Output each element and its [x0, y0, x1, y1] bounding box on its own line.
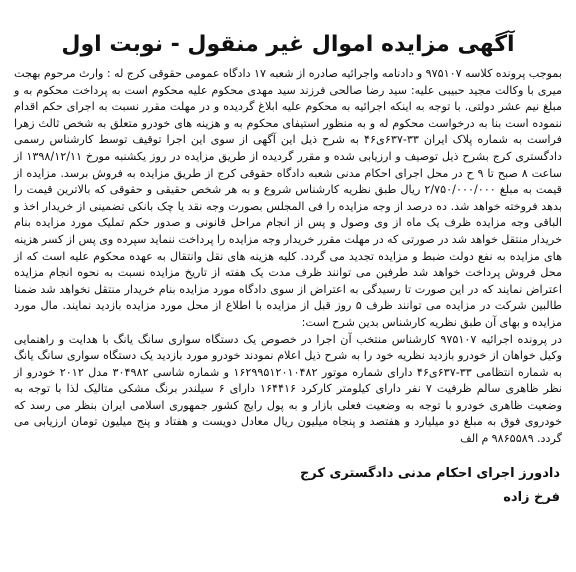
notice-paragraph-1: بموجب پرونده کلاسه ۹۷۵۱۰۷ و دادنامه واجرائیه صادره از شعبه ۱۷ دادگاه عمومی حقوقی کرج له : وارث مرحوم بهجت میری با وکالت مجید حبیبی علیه: سید رضا صالحی فرزند سید مهدی محکوم علیه محکوم است به پرداخت محکوم به و مبلغ نیم عشر دولتی. با توجه به اینکه اجرائیه به محکوم علیه ابلاغ گردیده و در مهلت مقرر نسبت به اجرای حکم اقدام ننموده است بنا به درخواست محکوم له و به منظور استیفای محکوم به و هزینه های خودرو متعلق به شخص ثالث زهرا فراست به شماره پلاک ایران ۳۳-۶۳۷ی۴۶ به شرح ذیل این آگهی از سوی این اجرا توقیف توسط کارشناس رسمی دادگستری کرج بشرح ذیل توصیف و ارزیابی شده و مقرر گردیده از طریق مزایده در روز یکشنبه مورخ ۱۳۹۸/۱۲/۱۱ از ساعت ۸ صبح تا ۹ ح در محل اجرای احکام مدنی شعبه دادگاه حقوقی کرج از طریق مزایده به فروش برسد. مزایده از قیمت به مبلغ ۲/۷۵۰/۰۰۰/۰۰۰ ریال طبق نظریه کارشناس شروع و به هر شخص حقیقی و حقوقی که بالاترین قیمت را بدهد فروخته خواهد شد. ده درصد از وجه مزایده را فی المجلس بصورت وجه نقد یا چک بانکی تضمینی از خریدار اخذ و الباقی وجه مزایده ظرف یک ماه از وی وصول و پس از انجام مراحل قانونی و صدور حکم تملیک مورد مزایده بنام خریدار منتقل خواهد شد در صورتی که در مهلت مقرر خریدار وجه مزایده را پرداخت ننماید سپرده وی پس از کسر هزینه های مزایده به نفع دولت ضبط و مزایده تجدید می گردد. کلیه هزینه های نقل وانتقال به عهده محکوم علیه است که از محل فروش پرداخت خواهد شد طرفین می توانند ظرف مدت یک هفته از تاریخ مزایده نسبت به نحوه انجام مزایده اعتراض نمایند که در این صورت تا رسیدگی به اعتراض از سوی دادگاه مورد مزایده بنام خریدار منتقل نخواهد شد ضمنا طالبین شرکت در مزایده می توانند ظرف ۵ روز قبل از مزایده با اطلاع از محل مورد مزایده بازدید نمایند. مال مورد مزایده و بهای آن طبق نظریه کارشناس بدین شرح است:	[14, 67, 563, 329]
notice-paragraph-2: در پرونده اجرائیه ۹۷۵۱۰۷ کارشناس منتخب آن اجرا در خصوص یک دستگاه سواری سانگ یانگ با هدایت و راهنمایی وکیل خواهان از خودرو بازدید نظریه خود را به شرح ذیل اعلام نمودند خودرو مورد بازدید یک دستگاه سواری سانگ یانگ به شماره انتظامی ۳۳-۶۳۷ی۴۶ دارای شماره موتور ۱۶۲۹۹۵۱۲۰۱۰۴۸۲ و شماره شاسی ۳۰۴۹۸۲ مدل ۲۰۱۲ خودرو از نظر ظاهری سالم ظرفیت ۷ نفر دارای کیلومتر کارکرد ۱۶۴۴۱۶ دارای ۶ سیلندر برنگ مشکی متالیک لذا با توجه به وضعیت ظاهری خودرو با توجه به وضعیت فعلی بازار و به پول رایج کشور جمهوری اسلامی ایران بنظر می رسد که خودروی فوق به مبلغ دو میلیارد و هفتصد و پنجاه میلیون ریال معادل دویست و هفتاد و پنج میلیون تومان ارزیابی می گردد. ۹۸۶۵۵۸۹ م الف	[14, 332, 562, 446]
notice-signature	[14, 462, 562, 510]
signature-office: دادورز اجرای احکام مدنی دادگستری کرج	[299, 465, 560, 481]
notice-title: آگهی مزایده اموال غیر منقول - نوبت اول	[61, 32, 515, 57]
signature-name: فرخ زاده	[503, 489, 560, 505]
